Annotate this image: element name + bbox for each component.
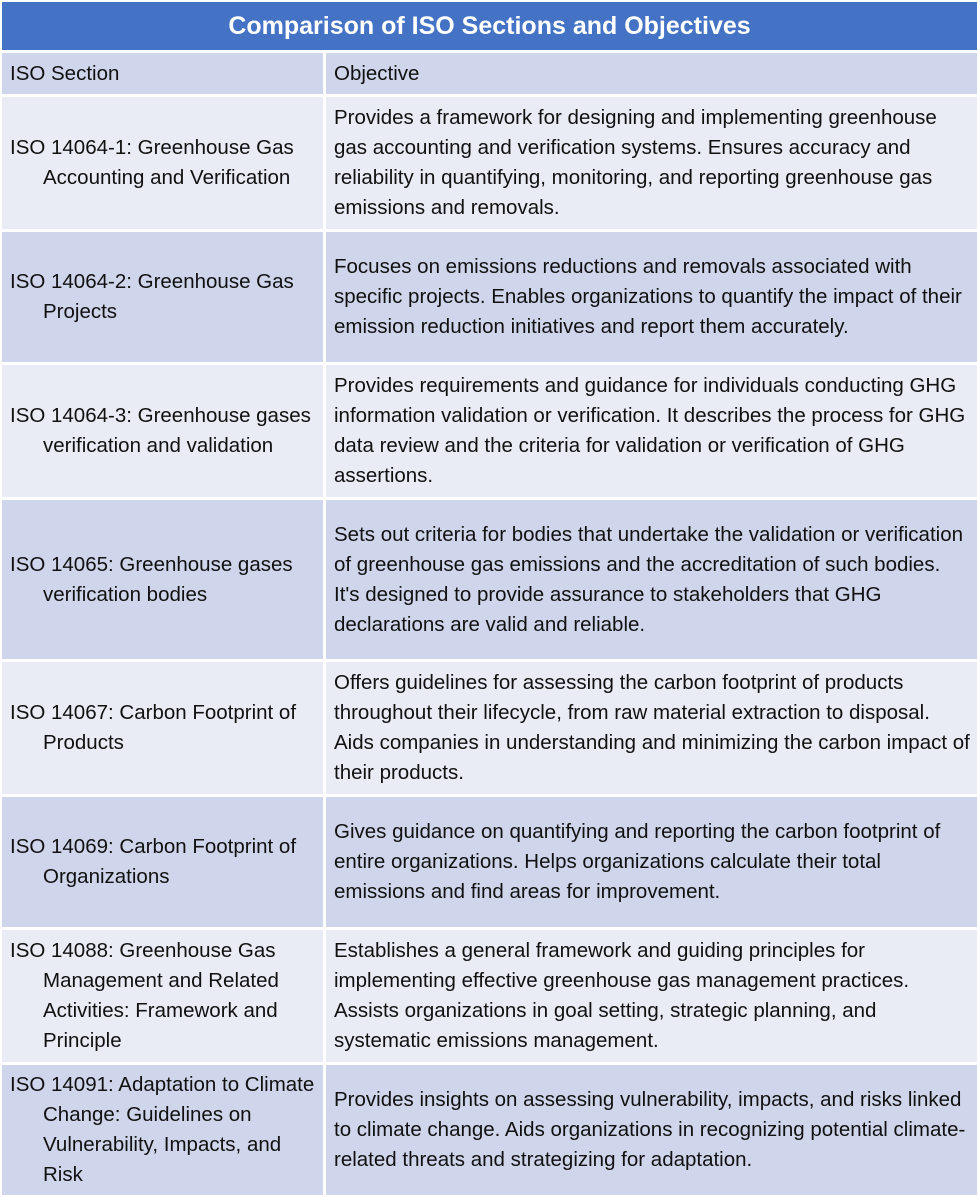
iso-section-text: ISO 14064-2: Greenhouse Gas Projects	[10, 270, 294, 323]
table-row	[2, 97, 977, 232]
iso-section-cell	[2, 1065, 326, 1198]
objective-cell: Gives guidance on quantifying and reporting the carbon footprint of entire organizations. Helps organizations calculate their total emissions and find areas for improvement.	[326, 797, 977, 930]
objective-cell: Focuses on emissions reductions and removals associated with specific projects. Enables organizations to quantify the impact of their emission reduction initiatives and report them accurately.	[326, 232, 977, 365]
iso-section-cell	[2, 365, 326, 500]
objective-cell: Provides requirements and guidance for individuals conducting GHG information validation or verification. It describes the process for GHG data review and the criteria for validation or verification of GHG assertions.	[326, 365, 977, 500]
column-header-objective: Objective	[326, 53, 977, 97]
objective-cell: Establishes a general framework and guiding principles for implementing effective greenhouse gas management practices. Assists organizations in goal setting, strategic planning, and systematic emissions management.	[326, 930, 977, 1065]
iso-section-cell	[2, 797, 326, 930]
iso-section-text: ISO 14065: Greenhouse gases verification bodies	[10, 552, 293, 606]
objective-cell: Provides a framework for designing and implementing greenhouse gas accounting and verification systems. Ensures accuracy and reliability in quantifying, monitoring, and reporting greenhouse gas emissions and removals.	[326, 97, 977, 232]
table-row	[2, 1065, 977, 1198]
table-row	[2, 930, 977, 1065]
table-row	[2, 232, 977, 365]
column-header-iso-section: ISO Section	[2, 53, 326, 97]
iso-comparison-table	[2, 2, 977, 1198]
iso-section-text: ISO 14069: Carbon Footprint of Organizations	[10, 835, 297, 888]
iso-section-cell	[2, 232, 326, 365]
iso-section-text: ISO 14091: Adaptation to Climate Change: Guidelines on Vulnerability, Impacts, and Risk	[10, 1073, 315, 1186]
iso-section-text: ISO 14064-3: Greenhouse gases verification and validation	[10, 404, 311, 457]
table-title: Comparison of ISO Sections and Objectives	[2, 2, 977, 53]
header-row	[2, 53, 977, 97]
iso-section-text: ISO 14088: Greenhouse Gas Management and Related Activities: Framework and Principle	[10, 939, 279, 1052]
iso-section-cell	[2, 500, 326, 662]
iso-section-text: ISO 14064-1: Greenhouse Gas Accounting and Verification	[10, 136, 294, 189]
iso-section-cell	[2, 97, 326, 232]
objective-cell: Offers guidelines for assessing the carbon footprint of products throughout their lifecycle, from raw material extraction to disposal. Aids companies in understanding and minimizing the carbon impact of their products.	[326, 662, 977, 797]
iso-comparison-table-container	[2, 2, 977, 1198]
table-row	[2, 365, 977, 500]
objective-cell: Provides insights on assessing vulnerability, impacts, and risks linked to climate change. Aids organizations in recognizing potential climate-related threats and strategizing for adaptation.	[326, 1065, 977, 1198]
table-row	[2, 662, 977, 797]
iso-section-cell	[2, 662, 326, 797]
iso-section-text: ISO 14067: Carbon Footprint of Products	[10, 701, 297, 754]
objective-cell: Sets out criteria for bodies that undertake the validation or verification of greenhouse gas emissions and the accreditation of such bodies. It's designed to provide assurance to stakeholders that GHG declarations are valid and reliable.	[326, 500, 977, 662]
table-row	[2, 500, 977, 662]
iso-section-cell	[2, 930, 326, 1065]
table-row	[2, 797, 977, 930]
